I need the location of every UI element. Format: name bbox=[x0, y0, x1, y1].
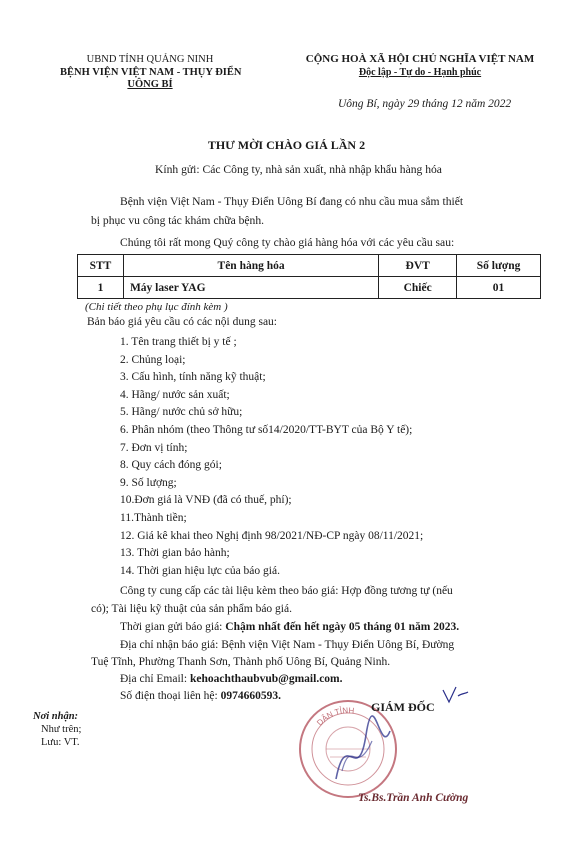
phone-value: 0974660593. bbox=[220, 690, 281, 702]
documents-line-2: có); Tài liệu kỹ thuật của sản phẩm báo giá. bbox=[91, 603, 292, 615]
document-date: Uông Bí, ngày 29 tháng 12 năm 2022 bbox=[338, 98, 512, 110]
list-item: 10.Đơn giá là VNĐ (đã có thuế, phí); bbox=[120, 494, 292, 507]
stamp-text: DÂN TỈNH bbox=[315, 705, 355, 728]
email-label: Địa chỉ Email: bbox=[120, 673, 190, 685]
list-item: 12. Giá kê khai theo Nghị định 98/2021/NĐ-CP ngày 08/11/2021; bbox=[120, 529, 424, 542]
table-note: (Chi tiết theo phụ lục đính kèm ) bbox=[85, 301, 228, 313]
deadline-line bbox=[120, 621, 459, 633]
col-header-quantity: Số lượng bbox=[457, 255, 541, 277]
request-line: Chúng tôi rất mong Quý công ty chào giá hàng hóa với các yêu cầu sau: bbox=[120, 236, 455, 249]
list-item: 4. Hãng/ nước sản xuất; bbox=[120, 388, 230, 401]
list-item: 5. Hãng/ nước chủ sở hữu; bbox=[120, 406, 243, 419]
phone-label: Số điện thoại liên hệ: bbox=[120, 690, 221, 702]
table-row bbox=[78, 277, 541, 299]
documents-line-1: Công ty cung cấp các tài liệu kèm theo báo giá: Hợp đồng tương tự (nếu bbox=[120, 585, 453, 597]
list-item: 13. Thời gian bảo hành; bbox=[120, 547, 230, 560]
cell-quantity: 01 bbox=[457, 277, 541, 299]
deadline-label: Thời gian gửi báo giá: bbox=[120, 621, 226, 633]
col-header-item-name: Tên hàng hóa bbox=[123, 255, 378, 277]
cell-item-name: Máy laser YAG bbox=[123, 277, 378, 299]
signature-scribble bbox=[336, 716, 390, 779]
national-motto: Độc lập - Tự do - Hạnh phúc bbox=[358, 67, 482, 78]
recipients-title: Nơi nhận: bbox=[33, 711, 79, 722]
cell-stt: 1 bbox=[78, 277, 124, 299]
document-title: THƯ MỜI CHÀO GIÁ LẦN 2 bbox=[207, 138, 366, 152]
requirements-list bbox=[120, 334, 423, 580]
goods-table bbox=[77, 254, 541, 299]
country-name: CỘNG HOÀ XÃ HỘI CHỦ NGHĨA VIỆT NAM bbox=[305, 53, 535, 65]
list-item: 8. Quy cách đóng gói; bbox=[120, 459, 222, 472]
content-intro: Bản báo giá yêu cầu có các nội dung sau: bbox=[87, 316, 278, 328]
address-line-2: Tuệ Tĩnh, Phường Thanh Sơn, Thành phố Uông Bí, Quảng Ninh. bbox=[91, 656, 391, 668]
organization-header bbox=[60, 54, 240, 92]
list-item: 6. Phân nhóm (theo Thông tư số14/2020/TT-BYT của Bộ Y tế); bbox=[120, 423, 413, 436]
col-header-stt: STT bbox=[78, 255, 124, 277]
province-name: UBND TỈNH QUẢNG NINH bbox=[86, 54, 214, 65]
list-item: 11.Thành tiền; bbox=[120, 511, 187, 524]
email-value: kehoachthaubvub@gmail.com. bbox=[189, 673, 343, 685]
intro-line-2: bị phục vu công tác khám chữa bệnh. bbox=[91, 214, 265, 227]
intro-line-1: Bệnh viện Việt Nam - Thụy Điển Uông Bí đang có nhu cầu mua sắm thiết bbox=[120, 195, 464, 208]
deadline-value: Chậm nhất đến hết ngày 05 tháng 01 năm 2023. bbox=[225, 621, 460, 633]
national-header bbox=[285, 53, 555, 79]
hospital-name: BỆNH VIỆN VIỆT NAM - THỤY ĐIỂN bbox=[60, 66, 242, 78]
list-item: 9. Số lượng; bbox=[120, 476, 177, 489]
signer-name: Ts.Bs.Trần Anh Cường bbox=[358, 792, 469, 804]
list-item: 2. Chủng loại; bbox=[120, 353, 186, 366]
recipient-item: Lưu: VT. bbox=[41, 737, 80, 748]
recipient-item: Như trên; bbox=[41, 724, 82, 735]
col-header-unit: ĐVT bbox=[379, 255, 457, 277]
list-item: 3. Cấu hình, tính năng kỹ thuật; bbox=[120, 371, 266, 384]
table-header-row bbox=[78, 255, 541, 277]
list-item: 1. Tên trang thiết bị y tế ; bbox=[120, 336, 237, 348]
cell-unit: Chiếc bbox=[379, 277, 457, 299]
address-line-1: Địa chỉ nhận báo giá: Bệnh viện Việt Nam - Thụy Điển Uông Bí, Đường bbox=[120, 639, 455, 651]
initial-mark bbox=[440, 684, 470, 706]
recipients-block bbox=[33, 710, 81, 749]
phone-line bbox=[120, 690, 281, 702]
signer-title: GIÁM ĐỐC bbox=[371, 700, 435, 714]
list-item: 7. Đơn vị tính; bbox=[120, 441, 188, 454]
hospital-location: UÔNG BÍ bbox=[127, 79, 173, 90]
list-item: 14. Thời gian hiệu lực của báo giá. bbox=[120, 564, 280, 577]
email-line bbox=[120, 673, 343, 685]
recipient-line: Kính gửi: Các Công ty, nhà sản xuất, nhà nhập khẩu hàng hóa bbox=[155, 163, 442, 176]
